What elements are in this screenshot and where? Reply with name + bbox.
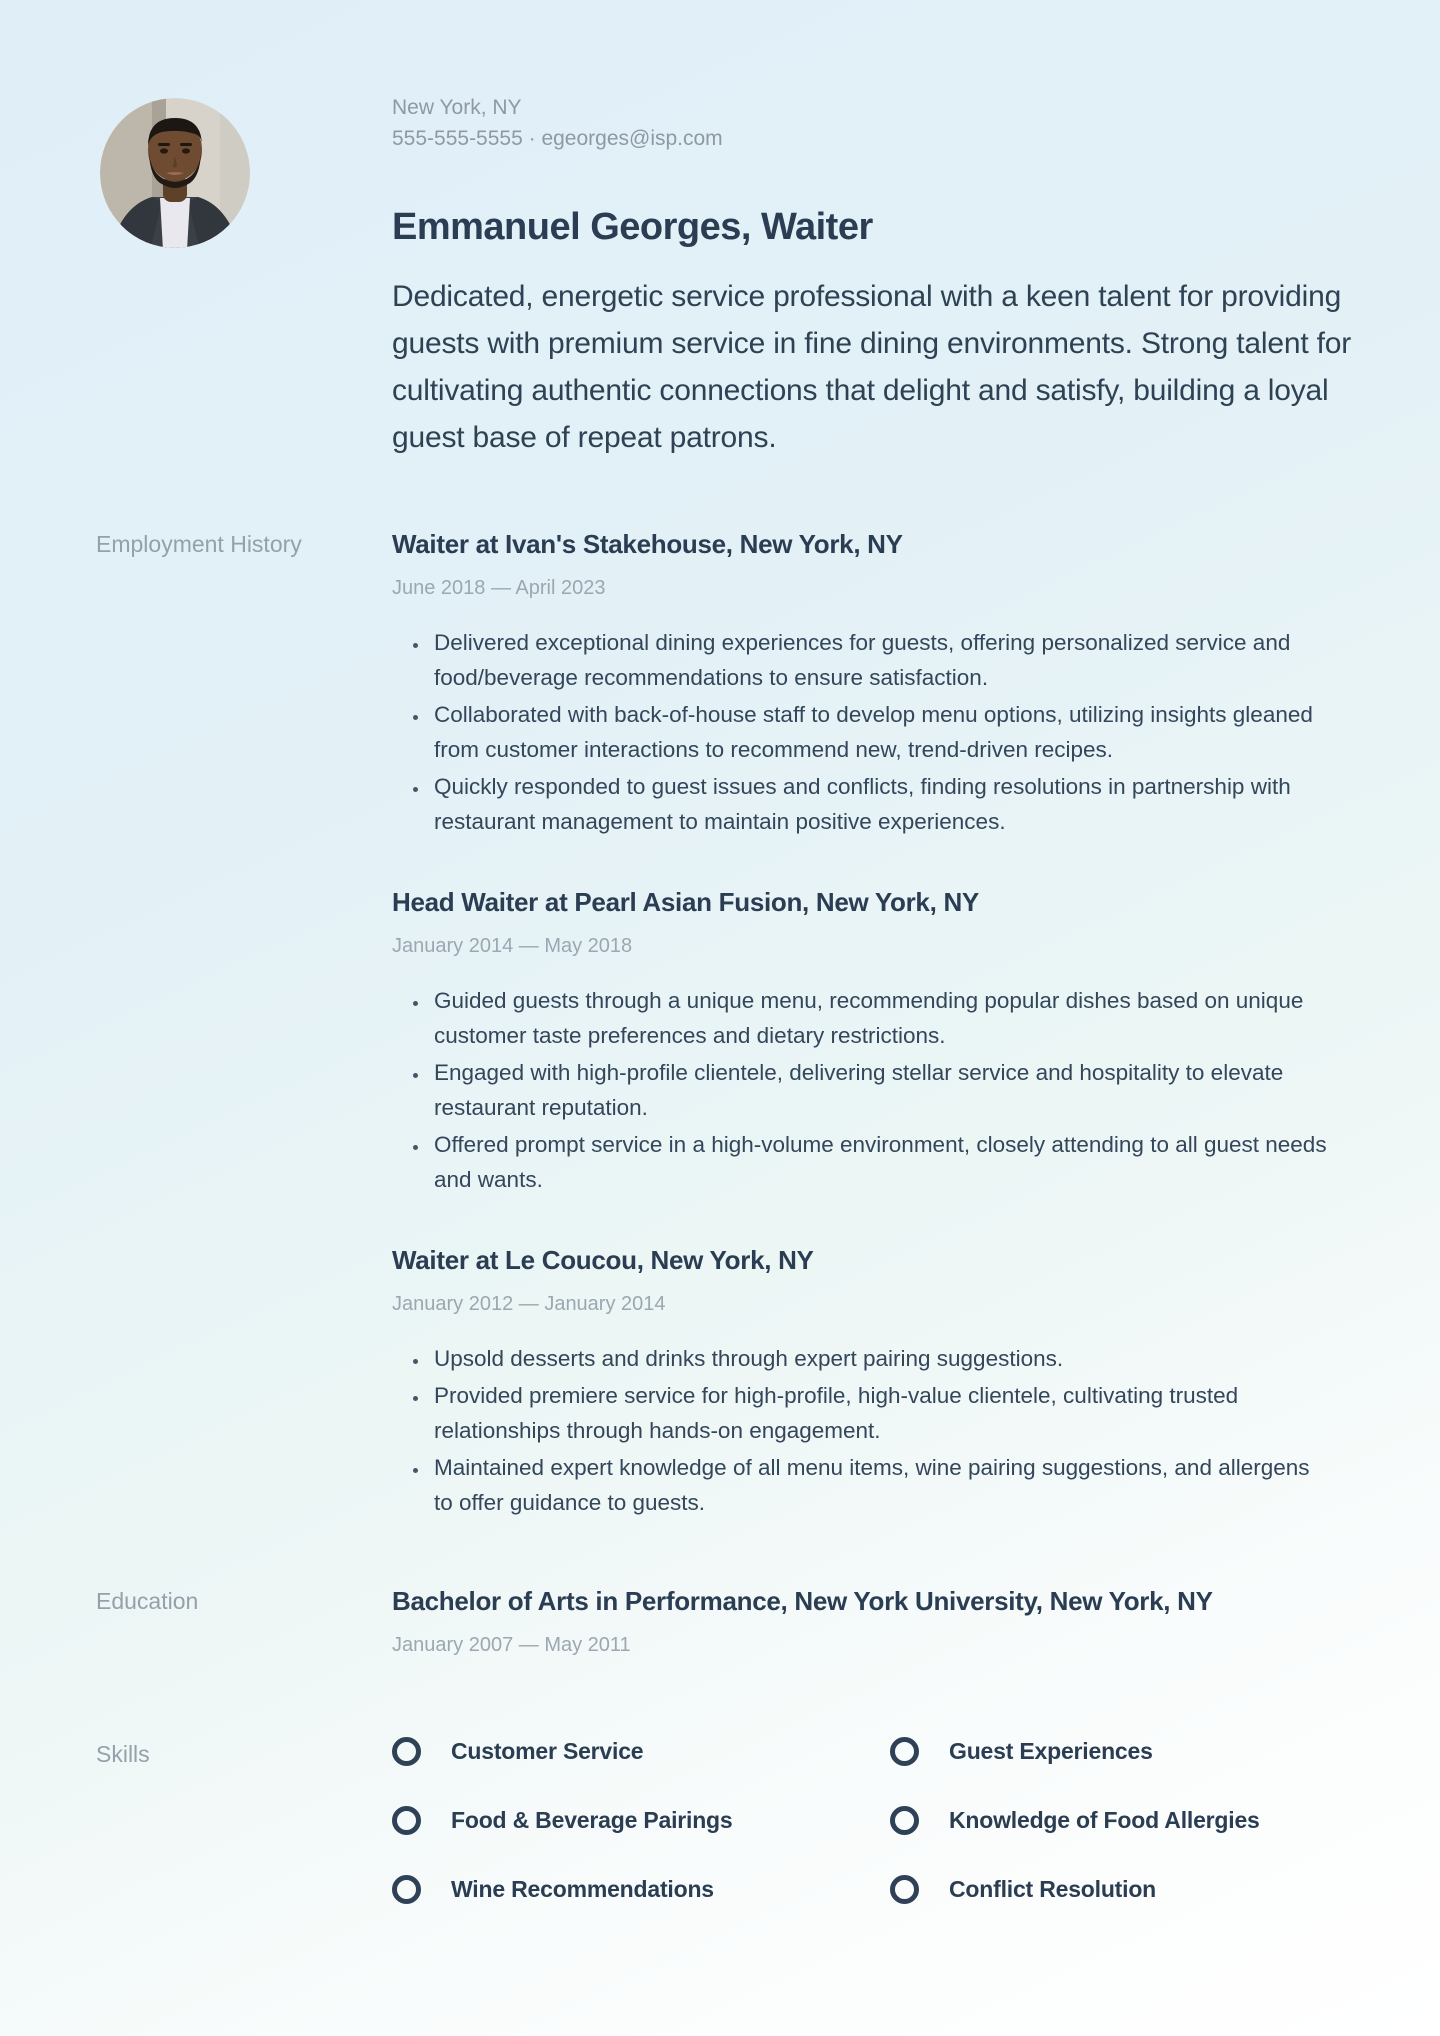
candidate-name: Emmanuel Georges, Waiter — [392, 206, 873, 248]
section-label-education: Education — [96, 1588, 199, 1614]
job-entry — [392, 885, 1368, 1197]
contact-phone-email: 555-555-5555 · egeorges@isp.com — [392, 127, 723, 150]
skill-label: Conflict Resolution — [949, 1876, 1157, 1902]
job-bullet: • Guided guests through a unique menu, recommending popular dishes based on unique customer taste preferences and dietary restrictions. — [430, 983, 1332, 1053]
job-bullet-list — [392, 625, 1332, 839]
job-entry — [392, 1243, 1368, 1520]
skill-label: Knowledge of Food Allergies — [949, 1807, 1260, 1833]
job-title: Waiter at Ivan's Stakehouse, New York, NY — [392, 529, 903, 559]
skill-label: Guest Experiences — [949, 1738, 1153, 1764]
job-bullet: • Upsold desserts and drinks through expert pairing suggestions. — [430, 1341, 1332, 1376]
employment-content — [392, 527, 1368, 1522]
job-bullet: • Quickly responded to guest issues and conflicts, finding resolutions in partnership with restaurant management to maintain positive experiences. — [430, 769, 1332, 839]
education-section — [0, 1584, 1440, 1657]
resume-header — [0, 0, 1440, 461]
job-bullet: • Maintained expert knowledge of all menu items, wine pairing suggestions, and allergens to offer guidance to guests. — [430, 1450, 1332, 1520]
skill-item — [392, 1737, 890, 1766]
job-bullet-list — [392, 1341, 1332, 1520]
section-label-employment: Employment History — [96, 531, 302, 557]
education-content — [392, 1584, 1368, 1657]
education-dates: January 2007 — May 2011 — [392, 1634, 631, 1656]
job-dates: January 2012 — January 2014 — [392, 1293, 666, 1315]
job-bullet: • Engaged with high-profile clientele, delivering stellar service and hospitality to elevate restaurant reputation. — [430, 1055, 1332, 1125]
employment-section — [0, 527, 1440, 1522]
skill-item — [392, 1806, 890, 1835]
job-dates: January 2014 — May 2018 — [392, 935, 633, 957]
job-bullet: • Offered prompt service in a high-volume environment, closely attending to all guest needs and wants. — [430, 1127, 1332, 1197]
job-bullet-list — [392, 983, 1332, 1197]
education-degree: Bachelor of Arts in Performance, New York University, New York, NY — [392, 1586, 1213, 1616]
job-entry — [392, 527, 1368, 839]
skill-item — [392, 1875, 890, 1904]
job-dates: June 2018 — April 2023 — [392, 577, 606, 599]
skills-grid — [392, 1737, 1368, 1904]
contact-block — [392, 92, 1360, 154]
job-title: Head Waiter at Pearl Asian Fusion, New York, NY — [392, 887, 979, 917]
job-title: Waiter at Le Coucou, New York, NY — [392, 1245, 814, 1275]
skill-item — [890, 1737, 1368, 1766]
profile-photo — [100, 98, 250, 248]
circle-ring-icon — [392, 1875, 421, 1904]
skill-label: Wine Recommendations — [451, 1876, 714, 1902]
skill-label: Customer Service — [451, 1738, 644, 1764]
skills-section — [0, 1737, 1440, 1904]
circle-ring-icon — [392, 1737, 421, 1766]
circle-ring-icon — [890, 1875, 919, 1904]
skill-item — [890, 1875, 1368, 1904]
profile-summary: Dedicated, energetic service professional with a keen talent for providing guests with premium service in fine dining environments. Strong talent for cultivating authentic connections that delight and satisfy, building a loyal guest base of repeat patrons. — [392, 280, 1351, 454]
job-bullet: • Delivered exceptional dining experiences for guests, offering personalized service and food/beverage recommendations to ensure satisfaction. — [430, 625, 1332, 695]
skill-item — [890, 1806, 1368, 1835]
portrait-illustration — [100, 98, 250, 248]
circle-ring-icon — [890, 1737, 919, 1766]
circle-ring-icon — [890, 1806, 919, 1835]
contact-location: New York, NY — [392, 96, 522, 119]
job-bullet: • Provided premiere service for high-profile, high-value clientele, cultivating trusted relationships through hands-on engagement. — [430, 1378, 1332, 1448]
job-bullet: • Collaborated with back-of-house staff to develop menu options, utilizing insights gleaned from customer interactions to recommend new, trend-driven recipes. — [430, 697, 1332, 767]
circle-ring-icon — [392, 1806, 421, 1835]
section-label-skills: Skills — [96, 1741, 150, 1767]
skill-label: Food & Beverage Pairings — [451, 1807, 733, 1833]
